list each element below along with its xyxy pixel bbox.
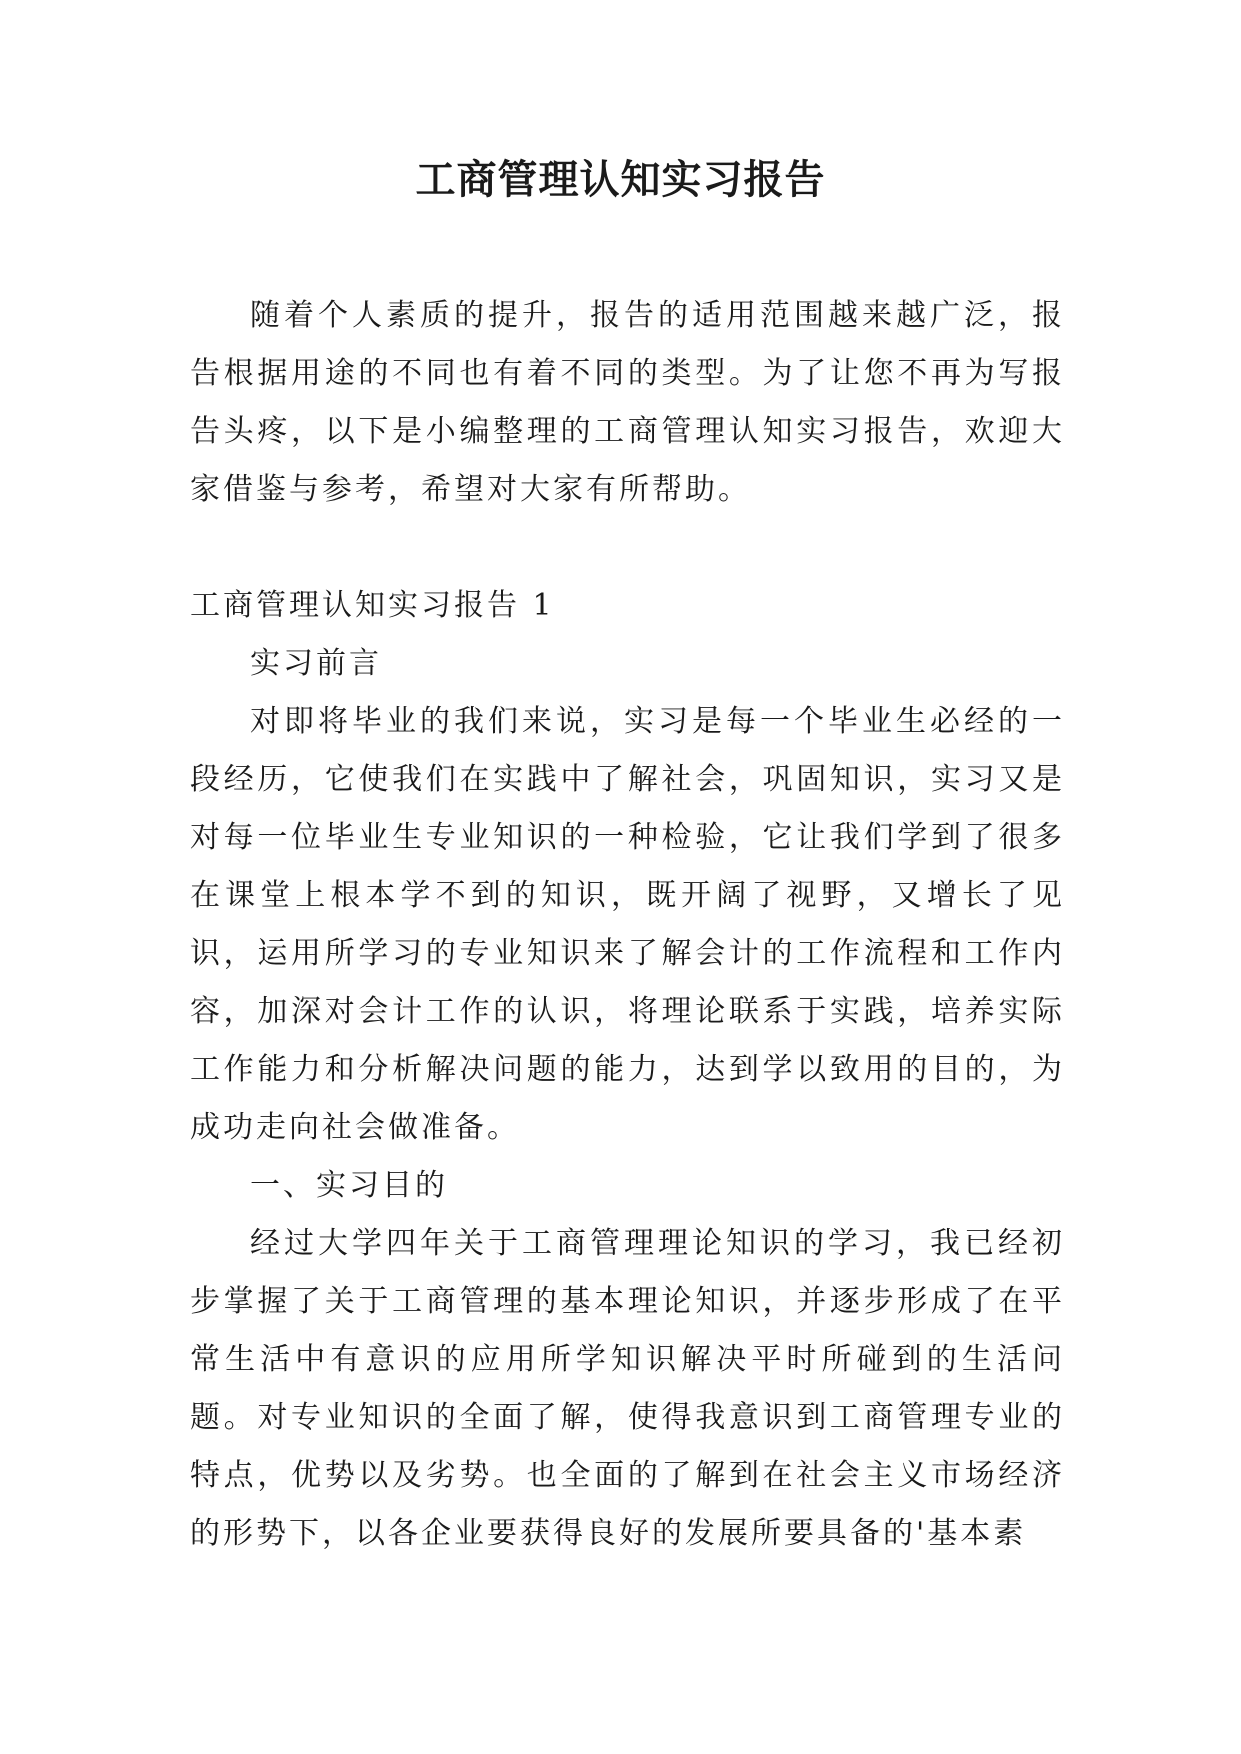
purpose-heading: 一、实习目的 [250, 1168, 448, 1203]
document-body [190, 287, 1065, 1563]
intro-paragraph: 随着个人素质的提升，报告的适用范围越来越广泛，报告根据用途的不同也有着不同的类型。为了让您不再为写报告头疼，以下是小编整理的工商管理认知实习报告，欢迎大家借鉴与参考，希望对大家有所帮助。 [190, 298, 1065, 507]
section-heading: 工商管理认知实习报告 1 [190, 588, 555, 623]
purpose-paragraph: 经过大学四年关于工商管理理论知识的学习，我已经初步掌握了关于工商管理的基本理论知识，并逐步形成了在平常生活中有意识的应用所学知识解决平时所碰到的生活问题。对专业知识的全面了解，使得我意识到工商管理专业的特点，优势以及劣势。也全面的了解到在社会主义市场经济的形势下，以各企业要获得良好的发展所要具备的'基本素 [190, 1226, 1065, 1551]
preface-heading: 实习前言 [250, 646, 382, 681]
document-title: 工商管理认知实习报告 [415, 156, 826, 203]
paragraph-gap [190, 519, 1065, 577]
preface-paragraph: 对即将毕业的我们来说，实习是每一个毕业生必经的一段经历，它使我们在实践中了解社会，巩固知识，实习又是对每一位毕业生专业知识的一种检验，它让我们学到了很多在课堂上根本学不到的知识，既开阔了视野，又增长了见识，运用所学习的专业知识来了解会计的工作流程和工作内容，加深对会计工作的认识，将理论联系于实践，培养实际工作能力和分析解决问题的能力，达到学以致用的目的，为成功走向社会做准备。 [190, 704, 1065, 1145]
